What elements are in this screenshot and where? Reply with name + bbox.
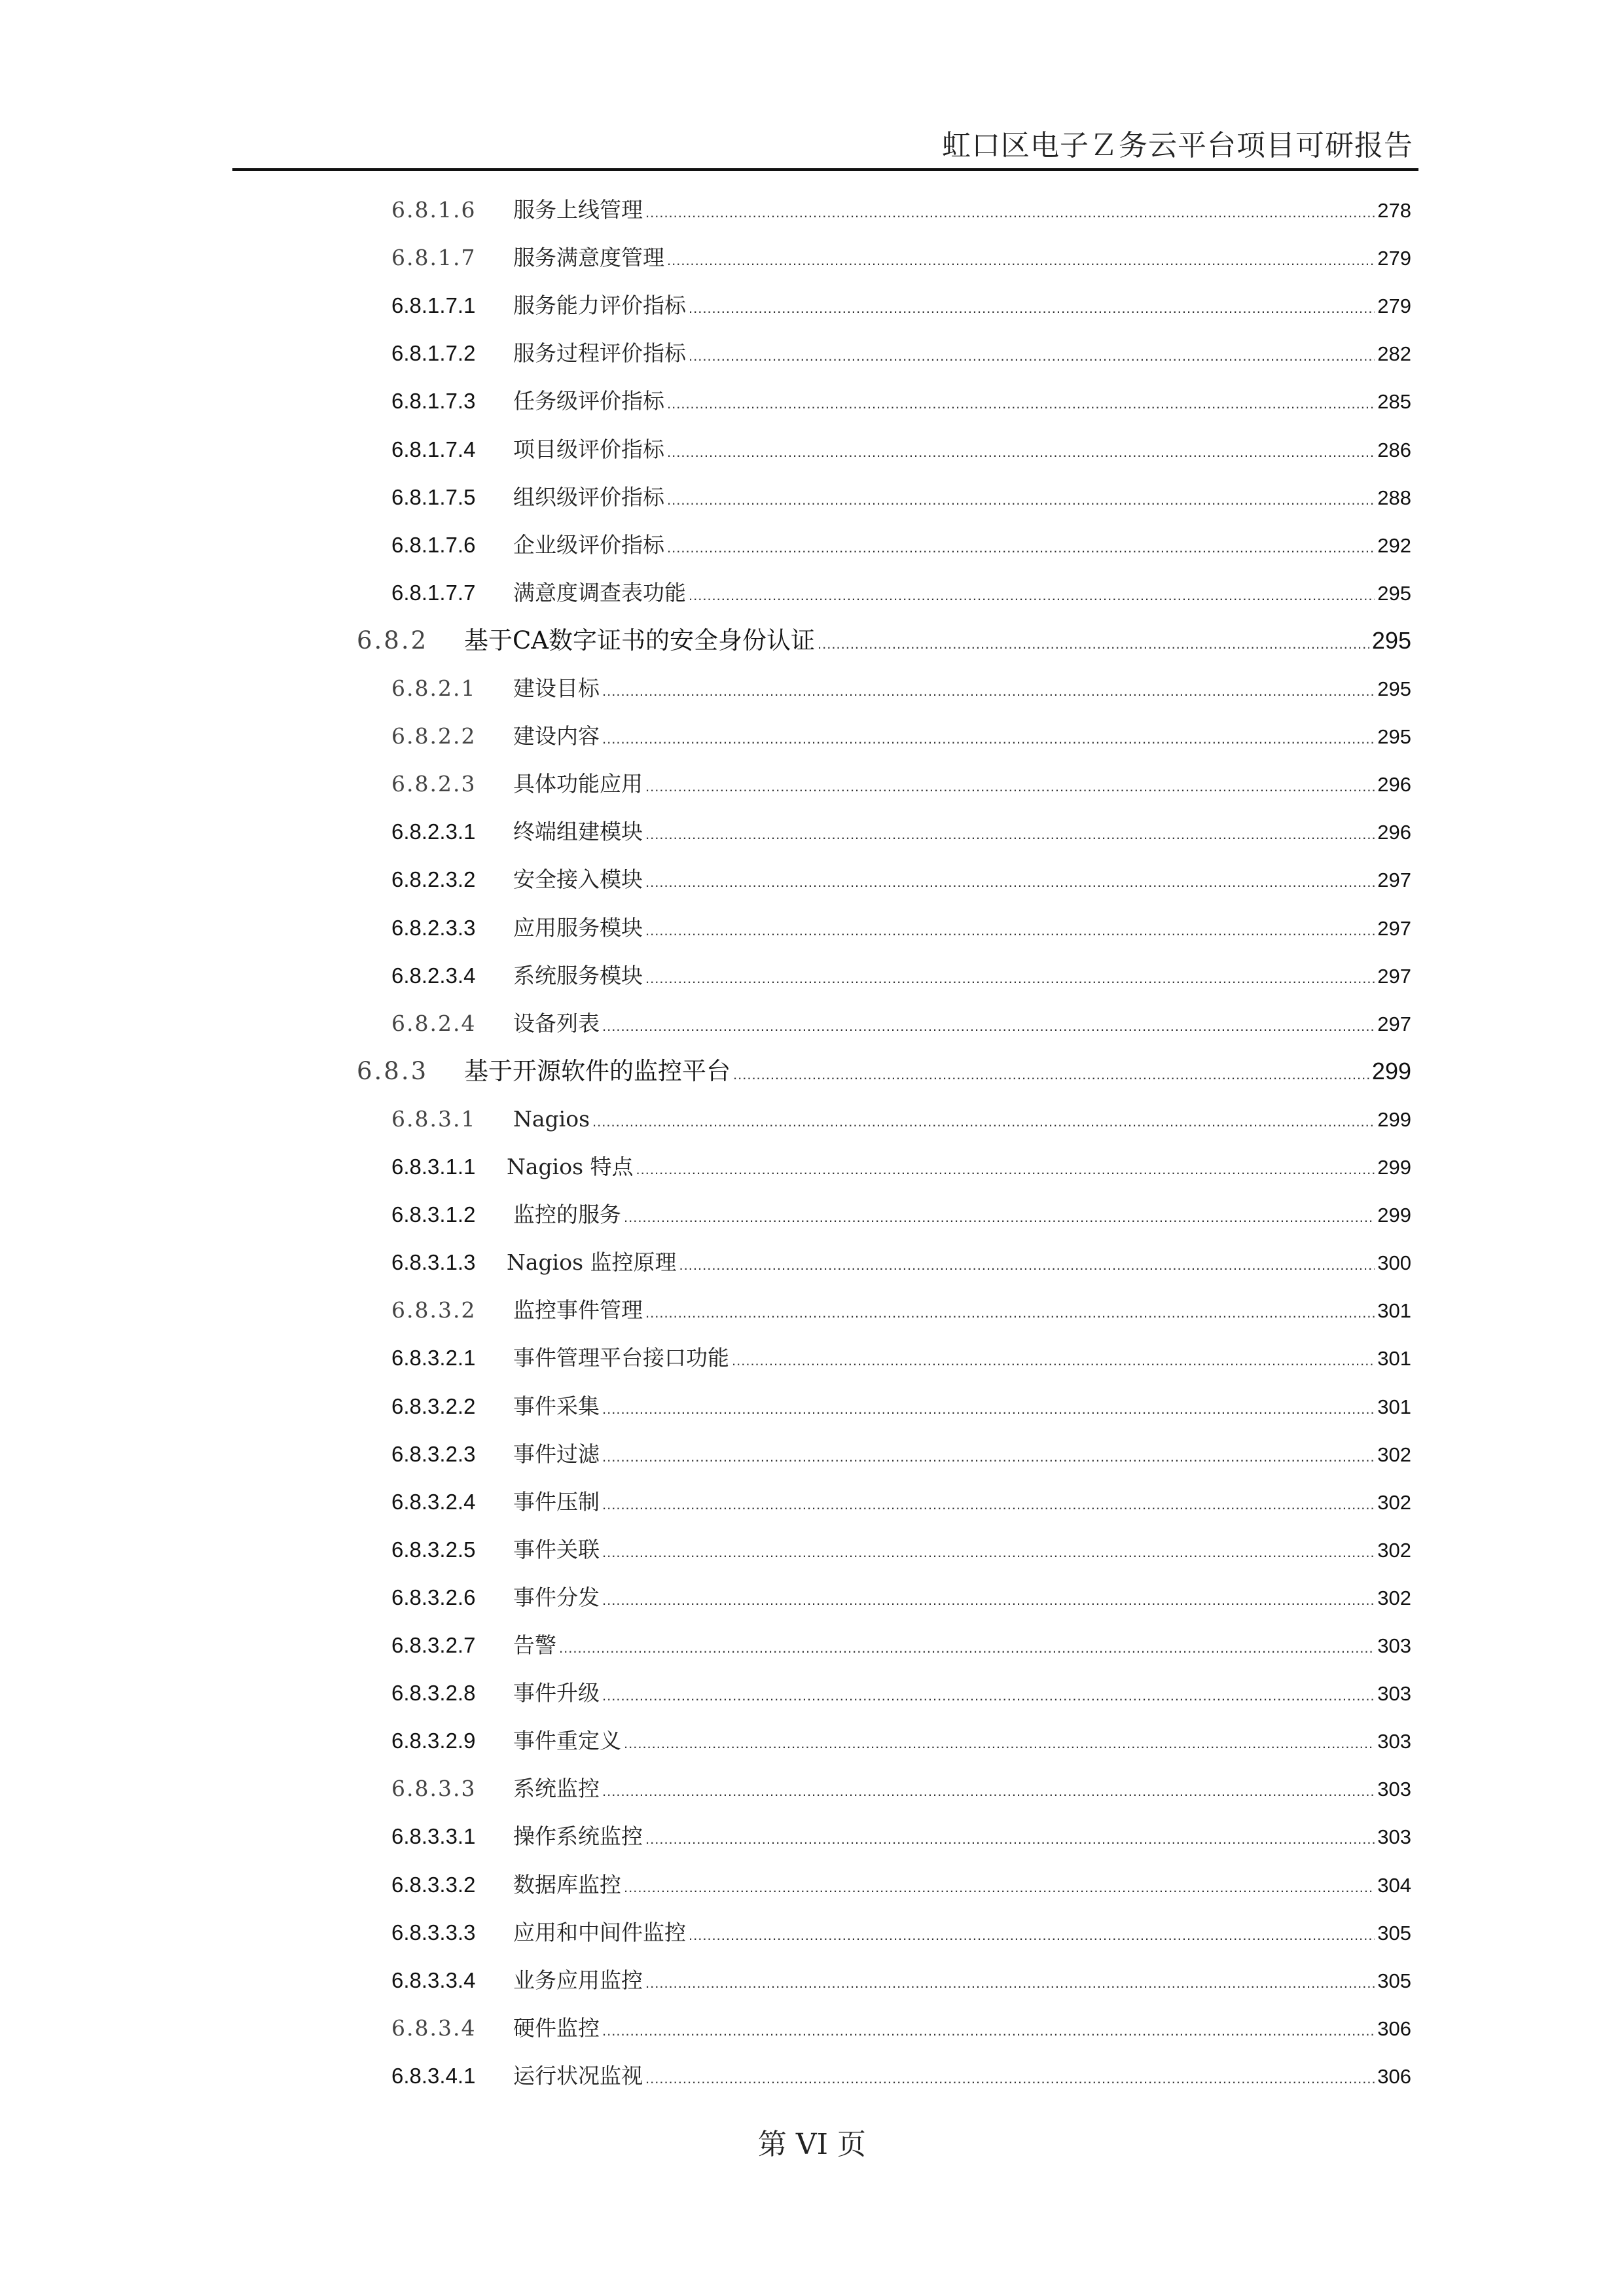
toc-dot-leader: [645, 913, 1375, 948]
toc-entry-title: 事件采集: [513, 1393, 600, 1419]
toc-entry-page-number: 296: [1377, 773, 1411, 796]
toc-entry-number: 6.8.1.6: [391, 197, 477, 223]
toc-entry-number: 6.8.1.7.4: [391, 437, 476, 461]
toc-entry-page-number: 302: [1377, 1443, 1411, 1466]
toc-entry-page-number: 303: [1377, 1682, 1411, 1705]
toc-entry-6-8-2-3-2[interactable]: [391, 862, 1411, 897]
toc-entry-6-8-3-2[interactable]: [391, 1293, 1411, 1328]
toc-entry-title: 事件升级: [513, 1680, 600, 1706]
toc-entry-number: 6.8.3.3.1: [391, 1824, 476, 1848]
toc-entry-6-8-3-2-7[interactable]: [391, 1628, 1411, 1663]
toc-entry-page-number: 299: [1377, 1108, 1411, 1131]
toc-entry-number: 6.8.3.3.2: [391, 1873, 476, 1897]
toc-entry-6-8-3-4[interactable]: [391, 2011, 1411, 2046]
toc-entry-page-number: 306: [1377, 2065, 1411, 2088]
toc-entry-title: 任务级评价指标: [513, 388, 664, 414]
toc-entry-6-8-1-6[interactable]: [391, 192, 1411, 228]
toc-entry-page-number: 297: [1377, 1013, 1411, 1035]
toc-entry-title: 服务满意度管理: [513, 245, 664, 270]
toc-entry-number: 6.8.3.2.4: [391, 1490, 476, 1514]
toc-entry-6-8-2[interactable]: [357, 623, 1411, 658]
page-number-footer: 第 VI 页: [757, 2128, 867, 2161]
toc-entry-6-8-3-3-4[interactable]: [391, 1963, 1411, 1998]
toc-entry-number: 6.8.1.7.3: [391, 389, 476, 413]
toc-entry-page-number: 297: [1377, 869, 1411, 891]
toc-dot-leader: [645, 2061, 1375, 2096]
toc-entry-title: 业务应用监控: [513, 1967, 643, 1993]
toc-entry-6-8-1-7-7[interactable]: [391, 575, 1411, 611]
toc-dot-leader: [602, 2013, 1375, 2049]
toc-dot-leader: [645, 1295, 1375, 1331]
toc-entry-number: 6.8.3.2.7: [391, 1633, 476, 1657]
toc-entry-number: 6.8.3.2.6: [391, 1585, 476, 1609]
toc-entry-title: 监控事件管理: [513, 1297, 643, 1323]
toc-entry-title: Nagios 特点: [507, 1154, 634, 1179]
toc-dot-leader: [645, 961, 1375, 996]
toc-entry-title: 服务过程评价指标: [513, 340, 686, 366]
toc-entry-page-number: 303: [1377, 1634, 1411, 1657]
toc-entry-page-number: 300: [1377, 1251, 1411, 1274]
toc-entry-page-number: 306: [1377, 2017, 1411, 2040]
toc-entry-6-8-3-2-9[interactable]: [391, 1723, 1411, 1759]
toc-dot-leader: [602, 1583, 1375, 1618]
toc-entry-number: 6.8.3.1.2: [391, 1202, 476, 1227]
toc-entry-6-8-3-4-1[interactable]: [391, 2058, 1411, 2094]
toc-entry-6-8-3-1-1[interactable]: [391, 1149, 1411, 1185]
toc-entry-number: 6.8.3.2.1: [391, 1346, 476, 1370]
toc-entry-6-8-1-7-4[interactable]: [391, 432, 1411, 467]
toc-dot-leader: [645, 195, 1375, 230]
toc-entry-title: 事件重定义: [513, 1728, 621, 1753]
toc-entry-number: 6.8.3.2.8: [391, 1681, 476, 1705]
toc-entry-page-number: 302: [1377, 1587, 1411, 1609]
toc-entry-6-8-3-3[interactable]: [391, 1771, 1411, 1806]
toc-dot-leader: [667, 386, 1375, 422]
toc-entry-title: 终端组建模块: [513, 819, 643, 844]
toc-entry-number: 6.8.2.3.1: [391, 819, 476, 844]
toc-entry-6-8-3[interactable]: [357, 1054, 1411, 1089]
toc-dot-leader: [602, 1439, 1375, 1475]
toc-entry-6-8-2-3-4[interactable]: [391, 958, 1411, 994]
toc-dot-leader: [732, 1343, 1375, 1378]
toc-entry-page-number: 304: [1377, 1874, 1411, 1897]
toc-entry-6-8-3-1[interactable]: [391, 1102, 1411, 1137]
toc-entry-title: 应用服务模块: [513, 915, 643, 941]
toc-entry-page-number: 303: [1377, 1778, 1411, 1801]
toc-entry-page-number: 302: [1377, 1539, 1411, 1562]
toc-entry-title: 基于开源软件的监控平台: [464, 1057, 731, 1085]
toc-entry-page-number: 292: [1377, 534, 1411, 557]
toc-dot-leader: [667, 530, 1375, 565]
toc-entry-title: 硬件监控: [513, 2015, 600, 2041]
toc-dot-leader: [624, 1870, 1375, 1905]
toc-entry-title: 事件过滤: [513, 1441, 600, 1467]
toc-entry-number: 6.8.1.7: [391, 245, 477, 270]
toc-entry-number: 6.8.3.2.9: [391, 1729, 476, 1753]
toc-dot-leader: [733, 1057, 1369, 1092]
toc-entry-page-number: 297: [1377, 965, 1411, 988]
toc-entry-number: 6.8.2.1: [391, 675, 477, 701]
toc-dot-leader: [689, 578, 1375, 613]
toc-entry-6-8-3-3-2[interactable]: [391, 1867, 1411, 1903]
toc-dot-leader: [602, 1009, 1375, 1044]
toc-entry-title: 组织级评价指标: [513, 484, 664, 510]
toc-entry-page-number: 285: [1377, 390, 1411, 413]
toc-dot-leader: [667, 243, 1375, 278]
toc-entry-title: 事件关联: [513, 1537, 600, 1562]
toc-dot-leader: [602, 673, 1375, 709]
toc-entry-page-number: 303: [1377, 1730, 1411, 1753]
toc-entry-title: 项目级评价指标: [513, 437, 664, 462]
toc-entry-title: 运行状况监视: [513, 2063, 643, 2089]
toc-entry-6-8-1-7-6[interactable]: [391, 528, 1411, 563]
toc-entry-page-number: 299: [1371, 1058, 1411, 1085]
toc-entry-6-8-1-7[interactable]: [391, 240, 1411, 276]
toc-entry-page-number: 286: [1377, 439, 1411, 461]
toc-dot-leader: [602, 1487, 1375, 1522]
toc-dot-leader: [645, 1965, 1375, 2001]
toc-entry-title: Nagios 监控原理: [507, 1249, 677, 1275]
toc-dot-leader: [602, 721, 1375, 757]
toc-dot-leader: [645, 769, 1375, 804]
toc-entry-page-number: 282: [1377, 342, 1411, 365]
header-divider: [232, 168, 1418, 171]
toc-entry-title: 数据库监控: [513, 1872, 621, 1897]
toc-entry-title: Nagios: [513, 1106, 590, 1132]
toc-entry-6-8-3-2-4[interactable]: [391, 1484, 1411, 1520]
toc-entry-6-8-3-2-5[interactable]: [391, 1532, 1411, 1568]
toc-dot-leader: [645, 1821, 1375, 1857]
toc-entry-title: 服务上线管理: [513, 197, 643, 223]
toc-entry-6-8-2-3[interactable]: [391, 766, 1411, 802]
toc-entry-title: 具体功能应用: [513, 771, 643, 797]
toc-entry-6-8-2-2[interactable]: [391, 719, 1411, 754]
toc-dot-leader: [636, 1152, 1375, 1187]
toc-entry-title: 基于CA数字证书的安全身份认证: [464, 626, 816, 655]
toc-entry-number: 6.8.3.1.3: [391, 1250, 476, 1274]
toc-entry-page-number: 303: [1377, 1825, 1411, 1848]
toc-entry-number: 6.8.3.2.3: [391, 1442, 476, 1466]
toc-entry-number: 6.8.2.3: [391, 771, 477, 797]
toc-entry-page-number: 279: [1377, 247, 1411, 270]
toc-entry-number: 6.8.2: [357, 626, 429, 655]
toc-dot-leader: [645, 817, 1375, 852]
toc-entry-6-8-3-1-2[interactable]: [391, 1197, 1411, 1232]
toc-entry-6-8-3-1-3[interactable]: [391, 1245, 1411, 1280]
toc-dot-leader: [602, 1391, 1375, 1427]
toc-entry-title: 满意度调查表功能: [513, 580, 686, 605]
toc-entry-page-number: 295: [1377, 582, 1411, 605]
toc-entry-page-number: 302: [1377, 1491, 1411, 1514]
toc-entry-page-number: 295: [1377, 677, 1411, 700]
toc-entry-title: 服务能力评价指标: [513, 293, 686, 318]
toc-dot-leader: [667, 482, 1375, 518]
toc-entry-page-number: 297: [1377, 917, 1411, 940]
toc-entry-page-number: 295: [1377, 725, 1411, 748]
toc-dot-leader: [624, 1200, 1375, 1235]
toc-dot-leader: [667, 435, 1375, 470]
toc-entry-number: 6.8.3: [357, 1057, 429, 1085]
toc-entry-6-8-2-1[interactable]: [391, 671, 1411, 706]
toc-entry-6-8-1-7-3[interactable]: [391, 384, 1411, 419]
toc-entry-6-8-1-7-5[interactable]: [391, 480, 1411, 515]
toc-entry-number: 6.8.1.7.7: [391, 581, 476, 605]
toc-entry-number: 6.8.3.4: [391, 2015, 477, 2041]
toc-entry-6-8-3-2-3[interactable]: [391, 1437, 1411, 1472]
toc-entry-page-number: 299: [1377, 1204, 1411, 1227]
toc-entry-number: 6.8.2.3.3: [391, 916, 476, 940]
toc-entry-title: 系统监控: [513, 1776, 600, 1801]
toc-entry-number: 6.8.3.2: [391, 1297, 477, 1323]
toc-entry-title: 建设目标: [513, 675, 600, 701]
toc-entry-number: 6.8.2.3.4: [391, 963, 476, 988]
toc-entry-title: 事件压制: [513, 1489, 600, 1515]
toc-dot-leader: [679, 1247, 1375, 1283]
toc-entry-6-8-3-2-2[interactable]: [391, 1389, 1411, 1424]
toc-entry-title: 安全接入模块: [513, 867, 643, 892]
toc-entry-number: 6.8.3.3.3: [391, 1920, 476, 1945]
toc-entry-number: 6.8.3.1: [391, 1106, 477, 1132]
toc-entry-title: 监控的服务: [513, 1202, 621, 1227]
toc-entry-page-number: 305: [1377, 1922, 1411, 1945]
toc-entry-number: 6.8.3.3: [391, 1776, 477, 1801]
toc-entry-6-8-3-2-6[interactable]: [391, 1580, 1411, 1615]
toc-entry-title: 企业级评价指标: [513, 532, 664, 558]
toc-entry-title: 事件管理平台接口功能: [513, 1345, 729, 1371]
toc-entry-page-number: 279: [1377, 295, 1411, 317]
toc-entry-page-number: 288: [1377, 486, 1411, 509]
toc-entry-title: 告警: [513, 1632, 556, 1658]
toc-entry-6-8-1-7-1[interactable]: [391, 288, 1411, 323]
toc-entry-title: 系统服务模块: [513, 963, 643, 988]
toc-entry-number: 6.8.2.3.2: [391, 867, 476, 891]
toc-entry-page-number: 301: [1377, 1395, 1411, 1418]
toc-dot-leader: [624, 1726, 1375, 1761]
toc-entry-number: 6.8.1.7.2: [391, 341, 476, 365]
toc-entry-6-8-3-3-3[interactable]: [391, 1915, 1411, 1950]
toc-dot-leader: [602, 1535, 1375, 1570]
toc-entry-page-number: 278: [1377, 199, 1411, 222]
toc-entry-6-8-3-2-1[interactable]: [391, 1340, 1411, 1376]
toc-entry-page-number: 301: [1377, 1299, 1411, 1322]
toc-entry-number: 6.8.3.3.4: [391, 1968, 476, 1992]
toc-entry-6-8-2-4[interactable]: [391, 1006, 1411, 1041]
toc-entry-page-number: 299: [1377, 1156, 1411, 1179]
toc-dot-leader: [602, 1774, 1375, 1809]
toc-dot-leader: [689, 291, 1375, 326]
toc-entry-page-number: 296: [1377, 821, 1411, 844]
toc-dot-leader: [689, 338, 1375, 374]
toc-entry-title: 应用和中间件监控: [513, 1920, 686, 1945]
toc-dot-leader: [592, 1104, 1375, 1139]
toc-entry-number: 6.8.3.2.5: [391, 1537, 476, 1562]
toc-entry-number: 6.8.3.4.1: [391, 2064, 476, 2088]
toc-entry-title: 操作系统监控: [513, 1823, 643, 1849]
toc-entry-page-number: 295: [1371, 627, 1411, 654]
toc-entry-page-number: 301: [1377, 1347, 1411, 1370]
toc-dot-leader: [645, 865, 1375, 900]
toc-dot-leader: [689, 1918, 1375, 1953]
toc-dot-leader: [818, 626, 1369, 662]
toc-dot-leader: [559, 1630, 1375, 1666]
toc-dot-leader: [602, 1678, 1375, 1713]
toc-entry-6-8-2-3-3[interactable]: [391, 910, 1411, 946]
toc-entry-number: 6.8.3.2.2: [391, 1394, 476, 1418]
toc-entry-6-8-2-3-1[interactable]: [391, 814, 1411, 850]
toc-entry-title: 事件分发: [513, 1585, 600, 1610]
toc-entry-title: 建设内容: [513, 723, 600, 749]
toc-entry-number: 6.8.1.7.5: [391, 485, 476, 509]
toc-entry-page-number: 305: [1377, 1969, 1411, 1992]
toc-entry-number: 6.8.2.2: [391, 723, 477, 749]
toc-entry-number: 6.8.3.1.1: [391, 1155, 476, 1179]
document-header-title: 虹口区电子Ｚ务云平台项目可研报告: [942, 129, 1413, 162]
toc-entry-6-8-3-3-1[interactable]: [391, 1819, 1411, 1854]
toc-entry-6-8-1-7-2[interactable]: [391, 336, 1411, 371]
toc-entry-number: 6.8.2.4: [391, 1011, 477, 1036]
toc-entry-number: 6.8.1.7.1: [391, 293, 476, 317]
toc-entry-number: 6.8.1.7.6: [391, 533, 476, 557]
toc-entry-title: 设备列表: [513, 1011, 600, 1036]
toc-entry-6-8-3-2-8[interactable]: [391, 1676, 1411, 1711]
